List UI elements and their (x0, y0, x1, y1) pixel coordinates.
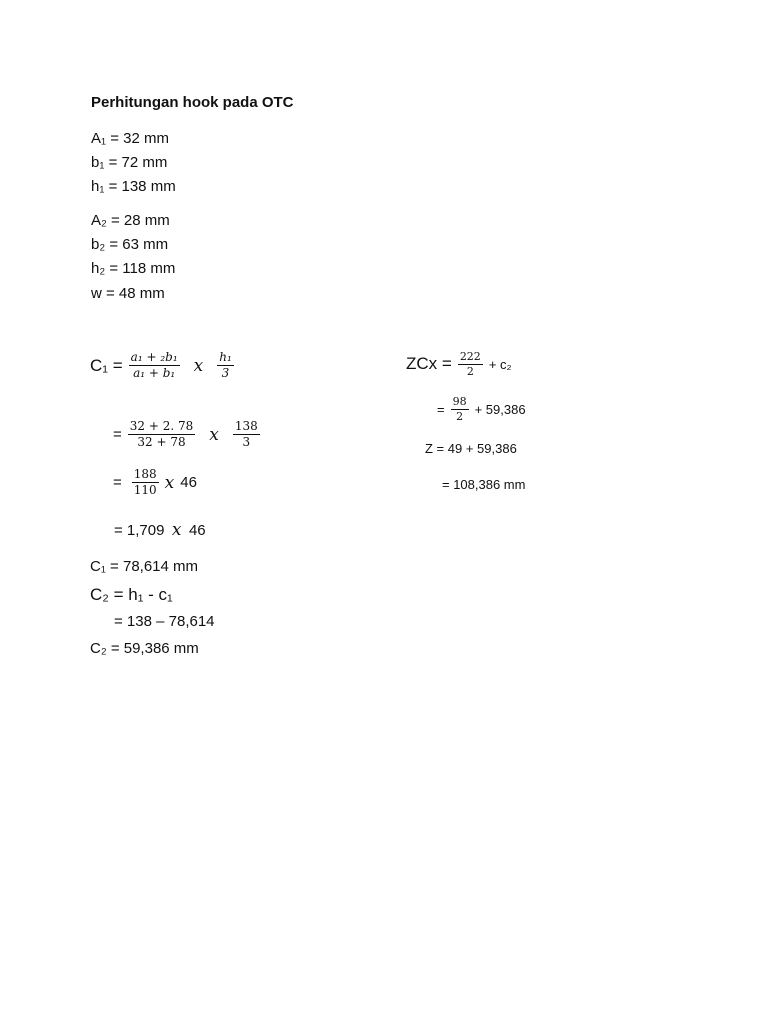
param-h2: h₂ = 118 mm (91, 260, 176, 277)
zcx-rhs: + c₂ (488, 356, 512, 372)
step1-fraction-2 (233, 419, 260, 450)
step2-times: x (164, 472, 175, 493)
step1-frac2-numerator: 138 (234, 419, 258, 433)
c1-times: x (193, 355, 204, 376)
z-result: = 108,386 mm (442, 477, 526, 492)
c1-step-1 (113, 419, 260, 450)
zcx-numerator: 222 (459, 350, 481, 363)
step2-eq: = (113, 474, 122, 491)
c1-formula (90, 350, 234, 381)
zcx-step-fraction (451, 395, 469, 424)
c2-step: = 138 – 78,614 (114, 613, 215, 630)
c1-step-2 (113, 467, 197, 498)
c2-result: C₂ = 59,386 mm (90, 640, 199, 657)
zcx-lhs: ZCx = (406, 354, 452, 374)
step3-prefix: = 1,709 (114, 522, 165, 539)
c1-numerator: a₁ + ₂b₁ (130, 350, 178, 364)
step1-frac2-denominator: 3 (242, 435, 251, 449)
zcx-step-rhs: + 59,386 (474, 401, 526, 417)
c1-frac2-denominator: 3 (221, 366, 230, 380)
z-line: Z = 49 + 59,386 (425, 441, 517, 456)
c1-fraction (129, 350, 180, 381)
zcx-formula (406, 350, 512, 379)
step1-eq: = (113, 426, 122, 443)
c1-frac2-numerator: h₁ (219, 350, 232, 364)
param-b1: b₁ = 72 mm (91, 154, 168, 171)
step1-denominator: 32 + 78 (137, 435, 186, 449)
zcx-step (437, 395, 526, 424)
c1-step-3 (114, 520, 206, 540)
zcx-fraction (458, 350, 483, 379)
zcx-step-numerator: 98 (452, 395, 467, 408)
c1-lhs: C₁ = (90, 355, 123, 375)
param-w: w = 48 mm (91, 285, 165, 302)
c1-fraction-2 (217, 350, 234, 381)
zcx-step-eq: = (437, 401, 445, 417)
c1-denominator: a₁ + b₁ (133, 366, 176, 380)
step3-times: x (171, 520, 182, 540)
step2-numerator: 188 (133, 467, 157, 481)
zcx-step-denominator: 2 (456, 409, 464, 423)
step2-denominator: 110 (133, 483, 157, 497)
c1-result: C₁ = 78,614 mm (90, 558, 199, 575)
step1-numerator: 32 + 2. 78 (129, 419, 194, 433)
c2-formula: C₂ = h₁ - c₁ (90, 585, 173, 604)
page-title: Perhitungan hook pada OTC (91, 94, 294, 111)
step1-fraction (128, 419, 196, 450)
param-b2: b₂ = 63 mm (91, 236, 169, 253)
step2-multiplier: 46 (180, 474, 197, 491)
step2-fraction (132, 467, 159, 498)
param-a2: A₂ = 28 mm (91, 212, 170, 229)
param-h1: h₁ = 138 mm (91, 178, 176, 195)
step3-multiplier: 46 (188, 522, 206, 539)
zcx-denominator: 2 (466, 364, 474, 378)
step1-times: x (209, 424, 219, 445)
param-a1: A₁ = 32 mm (91, 130, 170, 147)
